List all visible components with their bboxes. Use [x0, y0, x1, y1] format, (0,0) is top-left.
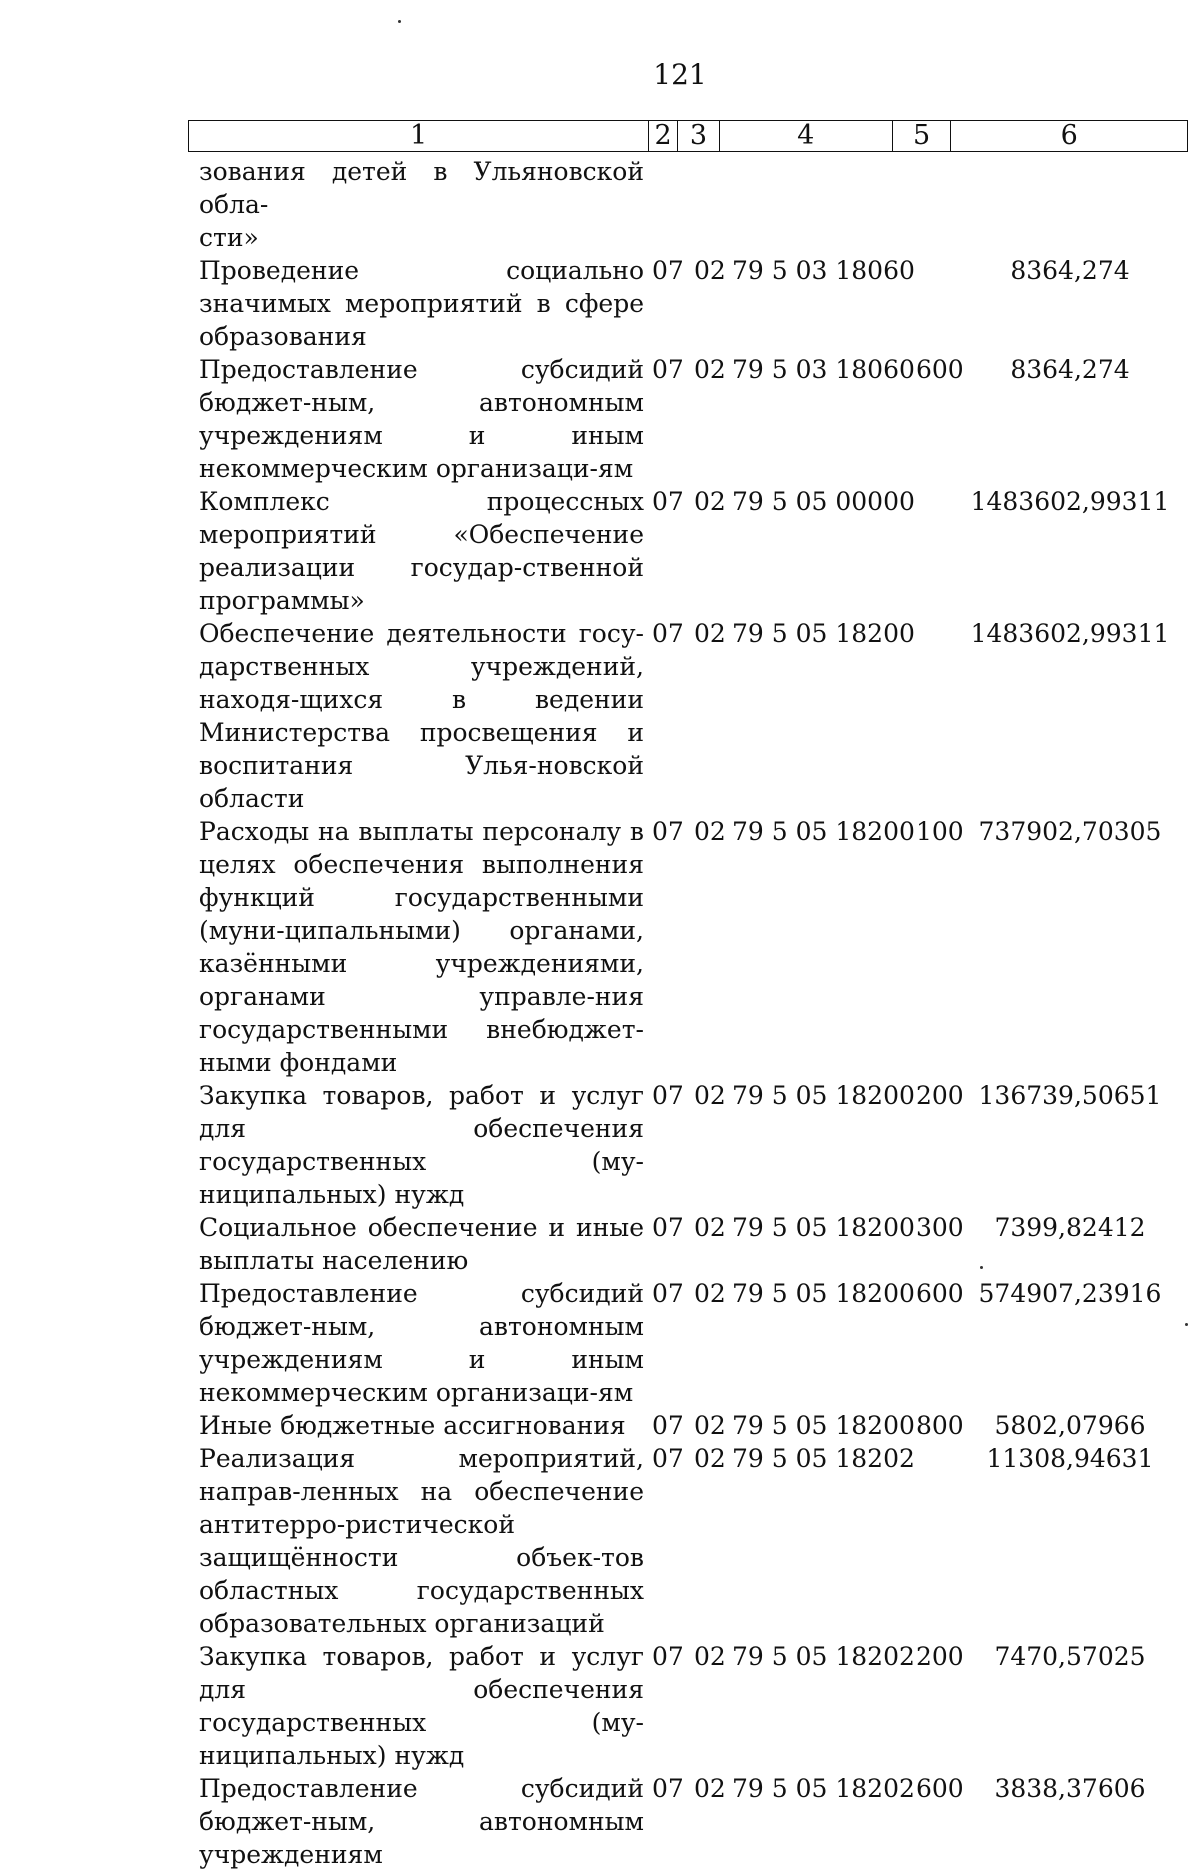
amount: 3838,37606	[994, 1774, 1146, 1803]
table-body	[199, 155, 1189, 1871]
budget-item-name: Социальное обеспечение и иные выплаты населению	[199, 1213, 644, 1275]
section-code: 07	[652, 619, 684, 648]
amount	[970, 155, 1170, 254]
header-col-3: 3	[677, 121, 719, 151]
subsection-code: 02	[694, 355, 726, 384]
section-code: 07	[652, 355, 684, 384]
target-article-code: 79 5 05 18200	[732, 1279, 915, 1308]
expense-type-code: 200	[916, 1642, 964, 1671]
expense-type-code: 300	[916, 1213, 964, 1242]
section-code: 07	[652, 1774, 684, 1803]
target-article-code: 79 5 05 18202	[732, 1774, 915, 1803]
budget-item-name: Комплекс процессных мероприятий «Обеспечение реализации государ-ственной программы»	[199, 487, 644, 615]
amount: 574907,23916	[978, 1279, 1162, 1308]
table-header	[188, 120, 1188, 152]
section-code: 07	[652, 1279, 684, 1308]
table-row	[199, 254, 1189, 353]
budget-item-name: Предоставление субсидий бюджет-ным, автономным учреждениям	[199, 1774, 644, 1869]
budget-item-name: Обеспечение деятельности госу-дарственных учреждений, находя-щихся в ведении Министерства просвещения и воспитания Улья-новской области	[199, 619, 644, 813]
amount: 1483602,99311	[970, 487, 1170, 516]
target-article-code: 79 5 05 18202	[732, 1642, 915, 1671]
expense-type-code: 600	[916, 355, 964, 384]
section-code: 07	[652, 1081, 684, 1110]
amount: 7470,57025	[994, 1642, 1146, 1671]
scan-speck	[1185, 1323, 1188, 1326]
table-row	[199, 1211, 1189, 1277]
budget-item-name: Расходы на выплаты персоналу в целях обеспечения выполнения функций государственными (муни-ципальными) органами, казёнными учреждениями, органами управле-ния государственными внебюджет-ными фондами	[199, 817, 644, 1077]
table-row	[199, 1079, 1189, 1211]
subsection-code: 02	[694, 619, 726, 648]
subsection-code: 02	[694, 1411, 726, 1440]
section-code: 07	[652, 1642, 684, 1671]
subsection-code: 02	[694, 487, 726, 516]
section-code: 07	[652, 817, 684, 846]
table-row	[199, 1409, 1189, 1442]
subsection-code: 02	[694, 1444, 726, 1473]
target-article-code: 79 5 03 18060	[732, 256, 915, 285]
expense-type-code: 600	[916, 1774, 964, 1803]
section-code: 07	[652, 487, 684, 516]
target-article-code: 79 5 05 00000	[732, 487, 915, 516]
header-col-5: 5	[892, 121, 951, 151]
target-article-code: 79 5 03 18060	[732, 355, 915, 384]
table-row	[199, 815, 1189, 1079]
expense-type-code: 600	[916, 1279, 964, 1308]
subsection-code	[694, 155, 724, 254]
target-article-code: 79 5 05 18200	[732, 1411, 915, 1440]
amount: 8364,274	[1010, 256, 1130, 285]
expense-type-code: 100	[916, 817, 964, 846]
section-code	[644, 155, 694, 254]
budget-item-name: зования детей в Ульяновской обла- сти»	[199, 157, 644, 252]
section-code: 07	[652, 1411, 684, 1440]
budget-item-name: Предоставление субсидий бюджет-ным, автономным учреждениям и иным некоммерческим организаци-ям	[199, 355, 644, 483]
expense-type-code	[916, 485, 970, 617]
expense-type-code	[916, 1442, 970, 1640]
expense-type-code: 800	[916, 1411, 964, 1440]
target-article-code	[724, 155, 916, 254]
subsection-code: 02	[694, 1642, 726, 1671]
section-code: 07	[652, 1444, 684, 1473]
amount: 1483602,99311	[970, 619, 1170, 648]
table-row	[199, 485, 1189, 617]
amount: 11308,94631	[986, 1444, 1154, 1473]
header-col-4: 4	[719, 121, 892, 151]
header-col-1: 1	[409, 120, 428, 151]
section-code: 07	[652, 256, 684, 285]
page-number: 121	[653, 58, 707, 91]
subsection-code: 02	[694, 817, 726, 846]
budget-item-name: Закупка товаров, работ и услуг для обеспечения государственных (му-ниципальных) нужд	[199, 1081, 644, 1209]
table-row	[199, 617, 1189, 815]
target-article-code: 79 5 05 18200	[732, 817, 915, 846]
header-col-2: 2	[648, 121, 677, 151]
expense-type-code: 200	[916, 1081, 964, 1110]
subsection-code: 02	[694, 1081, 726, 1110]
amount: 7399,82412	[994, 1213, 1146, 1242]
table-row	[199, 1442, 1189, 1640]
target-article-code: 79 5 05 18200	[732, 1081, 915, 1110]
budget-item-name: Проведение социально значимых мероприятий в сфере образования	[199, 256, 644, 351]
table-row	[199, 1277, 1189, 1409]
table-row	[199, 353, 1189, 485]
amount: 136739,50651	[978, 1081, 1162, 1110]
budget-item-name: Закупка товаров, работ и услуг для обеспечения государственных (му-ниципальных) нужд	[199, 1642, 644, 1770]
budget-item-name: Реализация мероприятий, направ-ленных на обеспечение антитерро-ристической защищённости объек-тов областных государственных образовательных организаций	[199, 1444, 644, 1638]
target-article-code: 79 5 05 18202	[732, 1444, 915, 1473]
target-article-code: 79 5 05 18200	[732, 1213, 915, 1242]
subsection-code: 02	[694, 1213, 726, 1242]
budget-item-name: Иные бюджетные ассигнования	[199, 1411, 626, 1440]
section-code: 07	[652, 1213, 684, 1242]
target-article-code: 79 5 05 18200	[732, 619, 915, 648]
amount: 5802,07966	[994, 1411, 1146, 1440]
expense-type-code	[916, 254, 970, 353]
scan-speck	[398, 20, 401, 23]
subsection-code: 02	[694, 1774, 726, 1803]
expense-type-code	[916, 617, 970, 815]
table-row	[199, 1640, 1189, 1772]
budget-item-name: Предоставление субсидий бюджет-ным, автономным учреждениям и иным некоммерческим организаци-ям	[199, 1279, 644, 1407]
amount: 8364,274	[1010, 355, 1130, 384]
scan-speck	[980, 1266, 983, 1269]
expense-type-code	[916, 155, 970, 254]
subsection-code: 02	[694, 1279, 726, 1308]
table-row	[199, 155, 1189, 254]
table-row	[199, 1772, 1189, 1871]
amount: 737902,70305	[978, 817, 1162, 846]
subsection-code: 02	[694, 256, 726, 285]
header-col-6: 6	[950, 121, 1187, 151]
